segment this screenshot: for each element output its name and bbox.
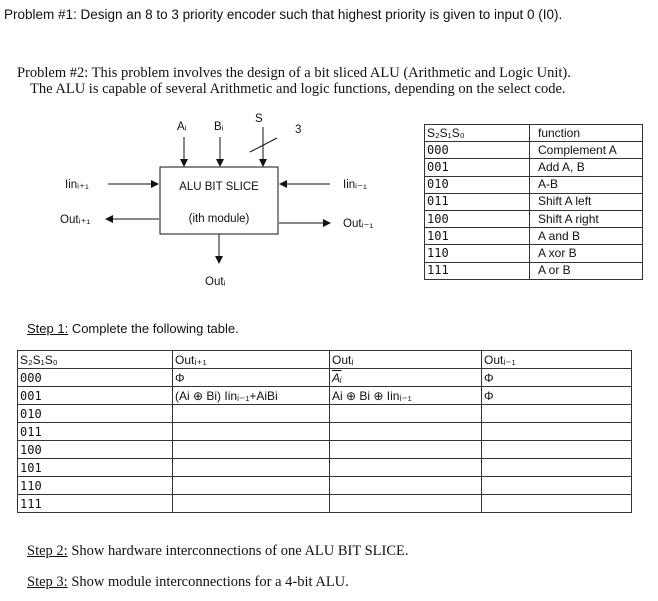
out-cell — [330, 477, 482, 495]
function-name: A or B — [530, 262, 643, 279]
select-code: 011 — [18, 423, 173, 441]
lin-right-label: Iinᵢ₋₁ — [343, 179, 367, 191]
select-code: 101 — [425, 228, 530, 245]
step-3-label: Step 3: — [27, 574, 68, 590]
header-out-prev: Outᵢ₋₁ — [482, 351, 632, 369]
alu-bit-slice-diagram — [0, 100, 420, 300]
select-label: S — [255, 113, 263, 125]
select-code: 010 — [425, 176, 530, 193]
step-1-label: Step 1: — [27, 321, 69, 336]
out-next-cell: Φ — [173, 369, 330, 387]
out-cell — [330, 423, 482, 441]
select-code: 111 — [425, 262, 530, 279]
table-row — [425, 210, 643, 227]
block-label-2: (ith module) — [188, 213, 250, 225]
step-2-instruction — [27, 543, 409, 560]
select-code: 110 — [425, 245, 530, 262]
out-cell — [330, 369, 482, 387]
step-2-text: Show hardware interconnections of one ALU BIT SLICE. — [67, 543, 409, 559]
lin-left-label: Iinᵢ₊₁ — [65, 179, 89, 191]
out-prev-cell — [482, 459, 632, 477]
select-code: 010 — [18, 405, 173, 423]
header-out: Outᵢ — [330, 351, 482, 369]
select-code: 000 — [425, 142, 530, 159]
step-1-text: Complete the following table. — [68, 321, 239, 336]
step-3-instruction — [27, 574, 349, 591]
function-table-header — [425, 125, 643, 142]
header-select: S₂S₁S₀ — [18, 351, 173, 369]
problem-2-line-1: Problem #2: This problem involves the design of a bit sliced ALU (Arithmetic and Logic Unit). — [17, 65, 571, 81]
table-row — [425, 142, 643, 159]
header-select: S₂S₁S₀ — [425, 125, 530, 142]
select-code: 001 — [425, 159, 530, 176]
function-name: A-B — [530, 176, 643, 193]
table-row — [425, 159, 643, 176]
select-code: 110 — [18, 477, 173, 495]
select-code: 111 — [18, 495, 173, 513]
table-row — [425, 262, 643, 279]
function-name: A xor B — [530, 245, 643, 262]
header-function: function — [530, 125, 643, 142]
out-next-cell — [173, 495, 330, 513]
function-name: Shift A left — [530, 193, 643, 210]
completion-table — [17, 350, 632, 513]
step-1-instruction — [27, 321, 239, 336]
out-next-cell: (Ai ⊕ Bi) Iinᵢ₋₁+AiBi — [173, 387, 330, 405]
header-out-next: Outᵢ₊₁ — [173, 351, 330, 369]
select-code: 100 — [18, 441, 173, 459]
out-prev-cell: Φ — [482, 387, 632, 405]
out-prev-cell — [482, 423, 632, 441]
problem-1-text: Problem #1: Design an 8 to 3 priority encoder such that highest priority is given to input 0 (I0). — [4, 7, 563, 22]
function-table — [424, 124, 643, 280]
out-right-label: Outᵢ₋₁ — [343, 218, 374, 230]
bus-width-label: 3 — [295, 124, 302, 136]
completion-table-header — [18, 351, 632, 369]
select-code: 000 — [18, 369, 173, 387]
problem-2-line-2: The ALU is capable of several Arithmetic and logic functions, depending on the select code. — [30, 81, 566, 97]
out-cell — [330, 405, 482, 423]
out-value: $\overline{Aᵢ}$ — [332, 370, 342, 385]
input-b-label: Bᵢ — [214, 121, 224, 133]
function-name: Add A, B — [530, 159, 643, 176]
table-row — [18, 387, 632, 405]
out-next-cell — [173, 441, 330, 459]
out-next-cell — [173, 405, 330, 423]
table-row — [18, 369, 632, 387]
select-code: 101 — [18, 459, 173, 477]
out-cell — [330, 459, 482, 477]
out-next-cell — [173, 459, 330, 477]
table-row — [425, 176, 643, 193]
table-row — [425, 228, 643, 245]
step-3-text: Show module interconnections for a 4-bit ALU. — [67, 574, 349, 590]
out-next-cell — [173, 477, 330, 495]
table-row — [18, 495, 632, 513]
out-prev-cell — [482, 441, 632, 459]
table-row — [18, 477, 632, 495]
select-code: 011 — [425, 193, 530, 210]
input-a-label: Aᵢ — [177, 121, 187, 133]
out-cell: Ai ⊕ Bi ⊕ Iinᵢ₋₁ — [330, 387, 482, 405]
out-cell — [330, 495, 482, 513]
out-prev-cell: Φ — [482, 369, 632, 387]
out-cell — [330, 441, 482, 459]
out-bottom-label: Outᵢ — [205, 276, 226, 288]
out-prev-cell — [482, 405, 632, 423]
out-prev-cell — [482, 477, 632, 495]
table-row — [18, 423, 632, 441]
out-left-label: Outᵢ₊₁ — [60, 214, 91, 226]
function-name: A and B — [530, 228, 643, 245]
table-row — [425, 193, 643, 210]
step-2-label: Step 2: — [27, 543, 68, 559]
out-next-cell — [173, 423, 330, 441]
table-row — [18, 405, 632, 423]
block-label-1: ALU BIT SLICE — [179, 181, 259, 193]
table-row — [18, 441, 632, 459]
function-name: Shift A right — [530, 210, 643, 227]
select-code: 100 — [425, 210, 530, 227]
out-prev-cell — [482, 495, 632, 513]
select-code: 001 — [18, 387, 173, 405]
table-row — [18, 459, 632, 477]
function-name: Complement A — [530, 142, 643, 159]
table-row — [425, 245, 643, 262]
